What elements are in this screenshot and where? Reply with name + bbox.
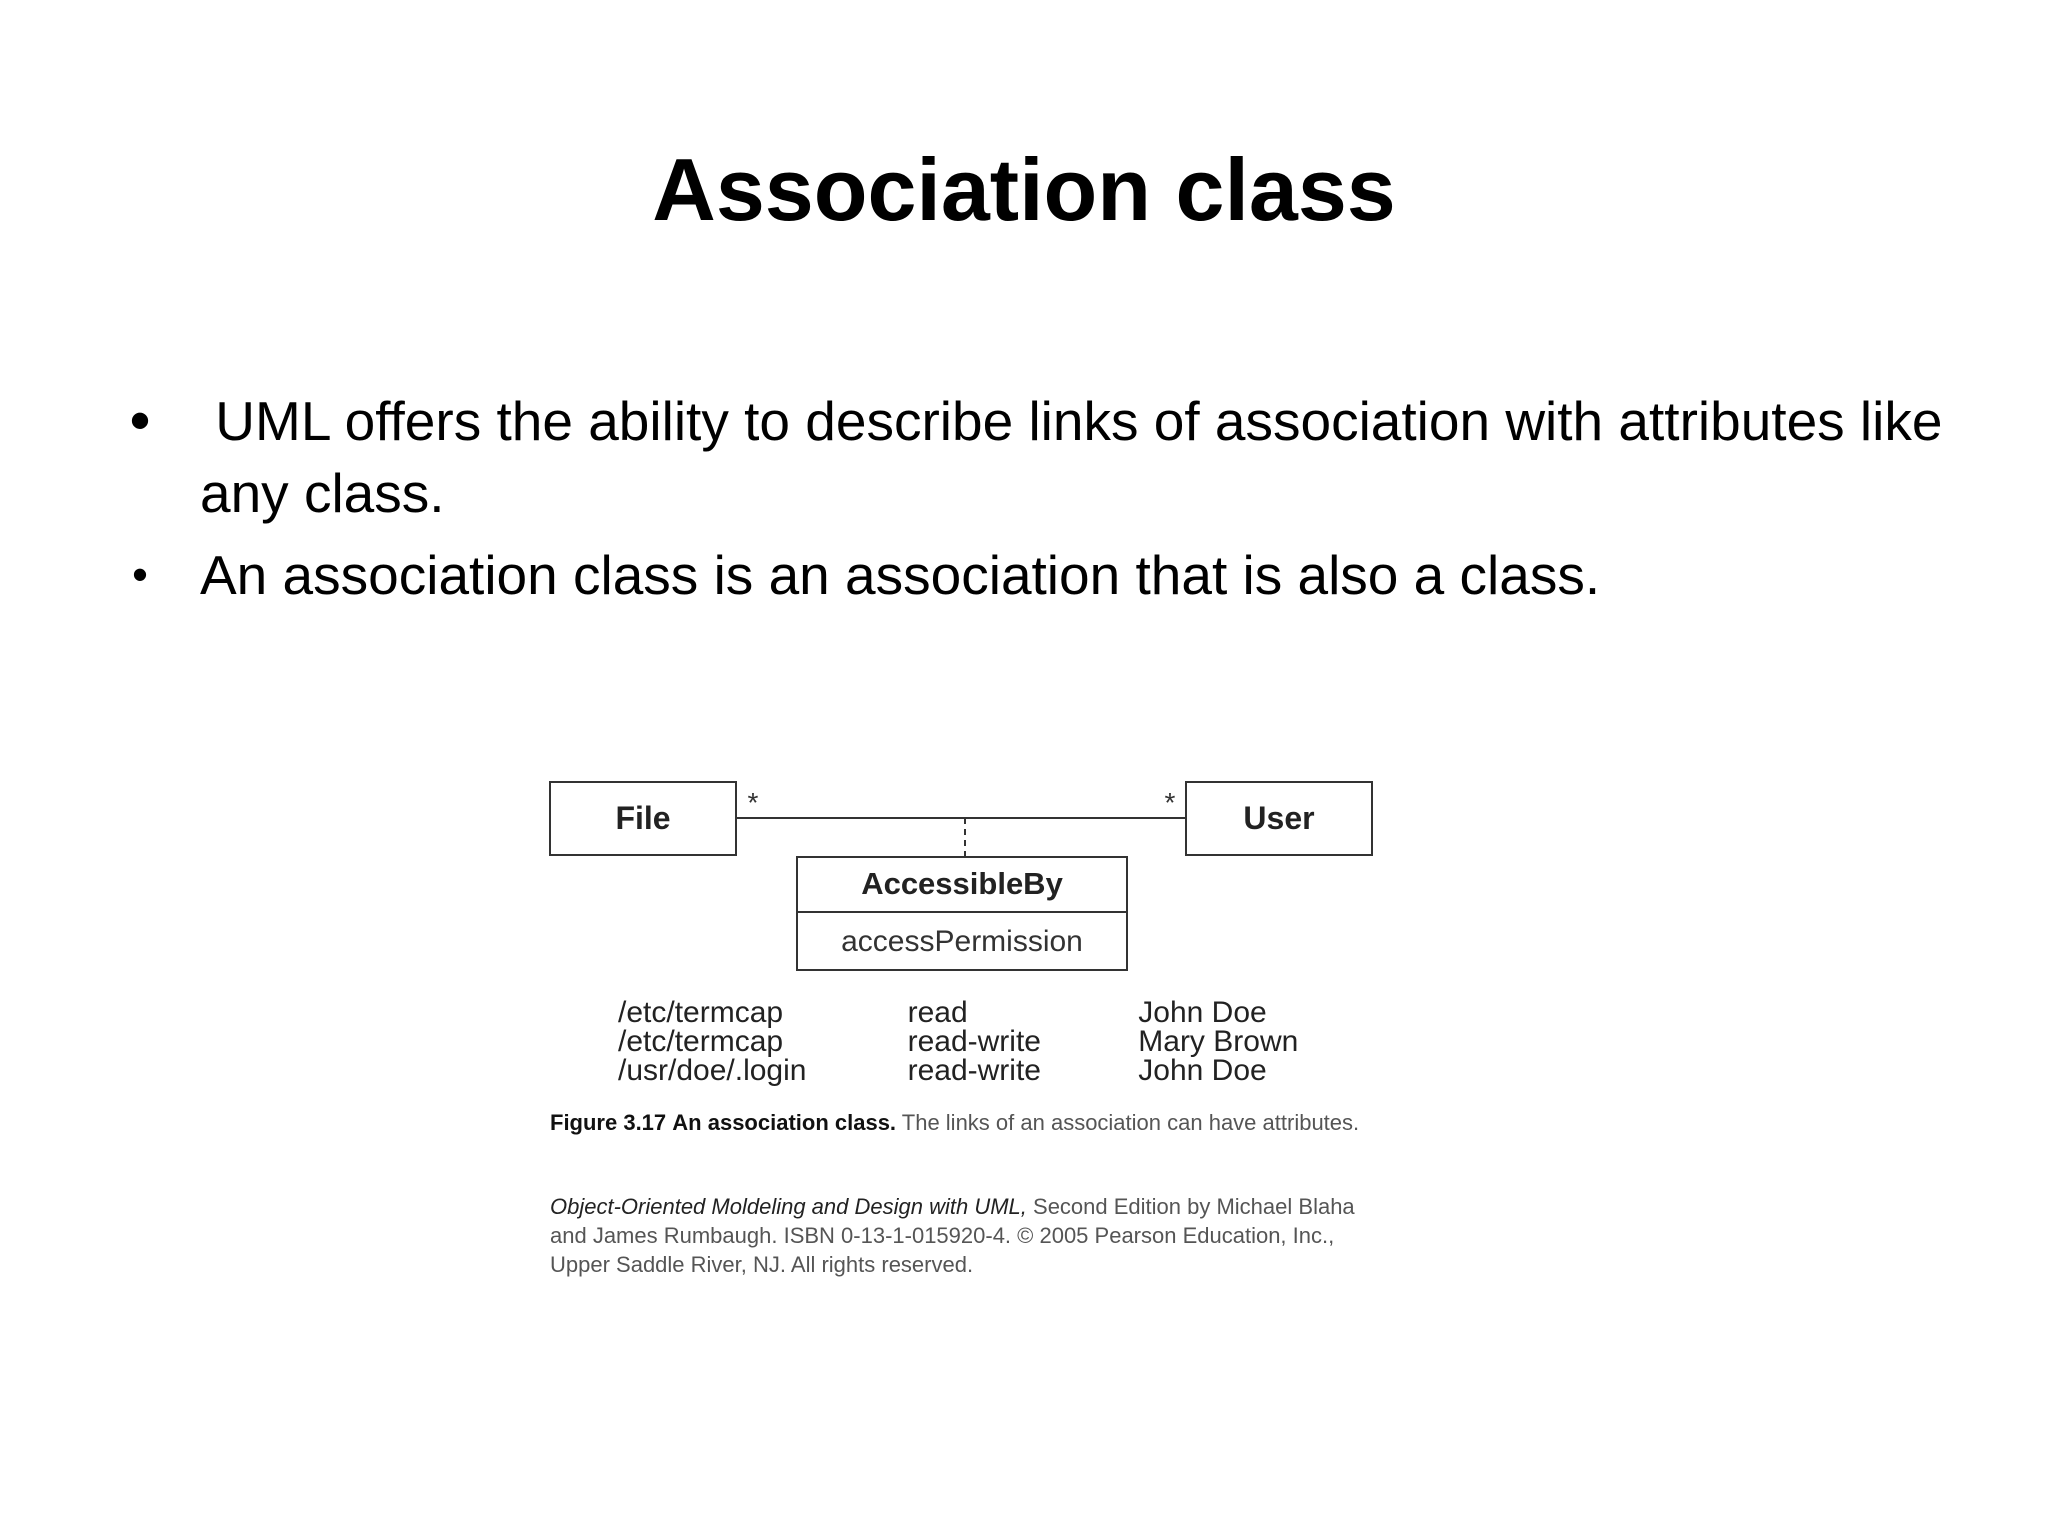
right-multiplicity: * [1164,787,1176,818]
link-row [618,998,1338,1027]
figure-credit [550,1192,1380,1279]
book-title: Object-Oriented Moldeling and Design with UML, [550,1194,1027,1219]
figure-number: Figure 3.17 [550,1110,667,1135]
link-user: John Doe [1138,1054,1267,1087]
link-file: /etc/termcap [618,1025,784,1058]
bullet-text: An association class is an association that is also a class. [200,544,1601,606]
credit-text: Second Edition by Michael Blaha and James Rumbaugh. ISBN 0-13-1-015920-4. © 2005 Pearson Education, Inc., Upper Saddle River, NJ. All rights reserved. [550,1194,1355,1277]
bullet-item [120,385,1990,529]
bullet-mark: • [132,549,148,600]
uml-diagram [540,775,1380,995]
link-permission: read [907,996,968,1029]
uml-figure [540,775,1380,1315]
bullet-list [120,385,1990,621]
bullet-item [120,539,1990,611]
association-class-name: AccessibleBy [861,866,1063,901]
file-class-name: File [615,800,671,836]
link-permission: read-write [907,1054,1041,1087]
figure-caption-text: The links of an association can have attributes. [901,1110,1360,1135]
bullet-mark: • [129,387,151,454]
link-permission: read-write [907,1025,1041,1058]
slide-title: Association class [652,140,1396,239]
figure-caption [550,1108,1360,1137]
link-row [618,1056,1338,1085]
link-file: /usr/doe/.login [618,1054,807,1087]
link-file: /etc/termcap [618,996,784,1029]
link-user: John Doe [1138,996,1267,1029]
association-class-attribute: accessPermission [841,925,1083,958]
left-multiplicity: * [747,787,759,818]
link-row [618,1027,1338,1056]
bullet-text: UML offers the ability to describe links of association with attributes like any class. [200,390,1958,524]
user-class-name: User [1243,800,1315,836]
link-user: Mary Brown [1138,1025,1299,1058]
figure-title: An association class. [672,1110,897,1135]
link-table [618,998,1338,1085]
